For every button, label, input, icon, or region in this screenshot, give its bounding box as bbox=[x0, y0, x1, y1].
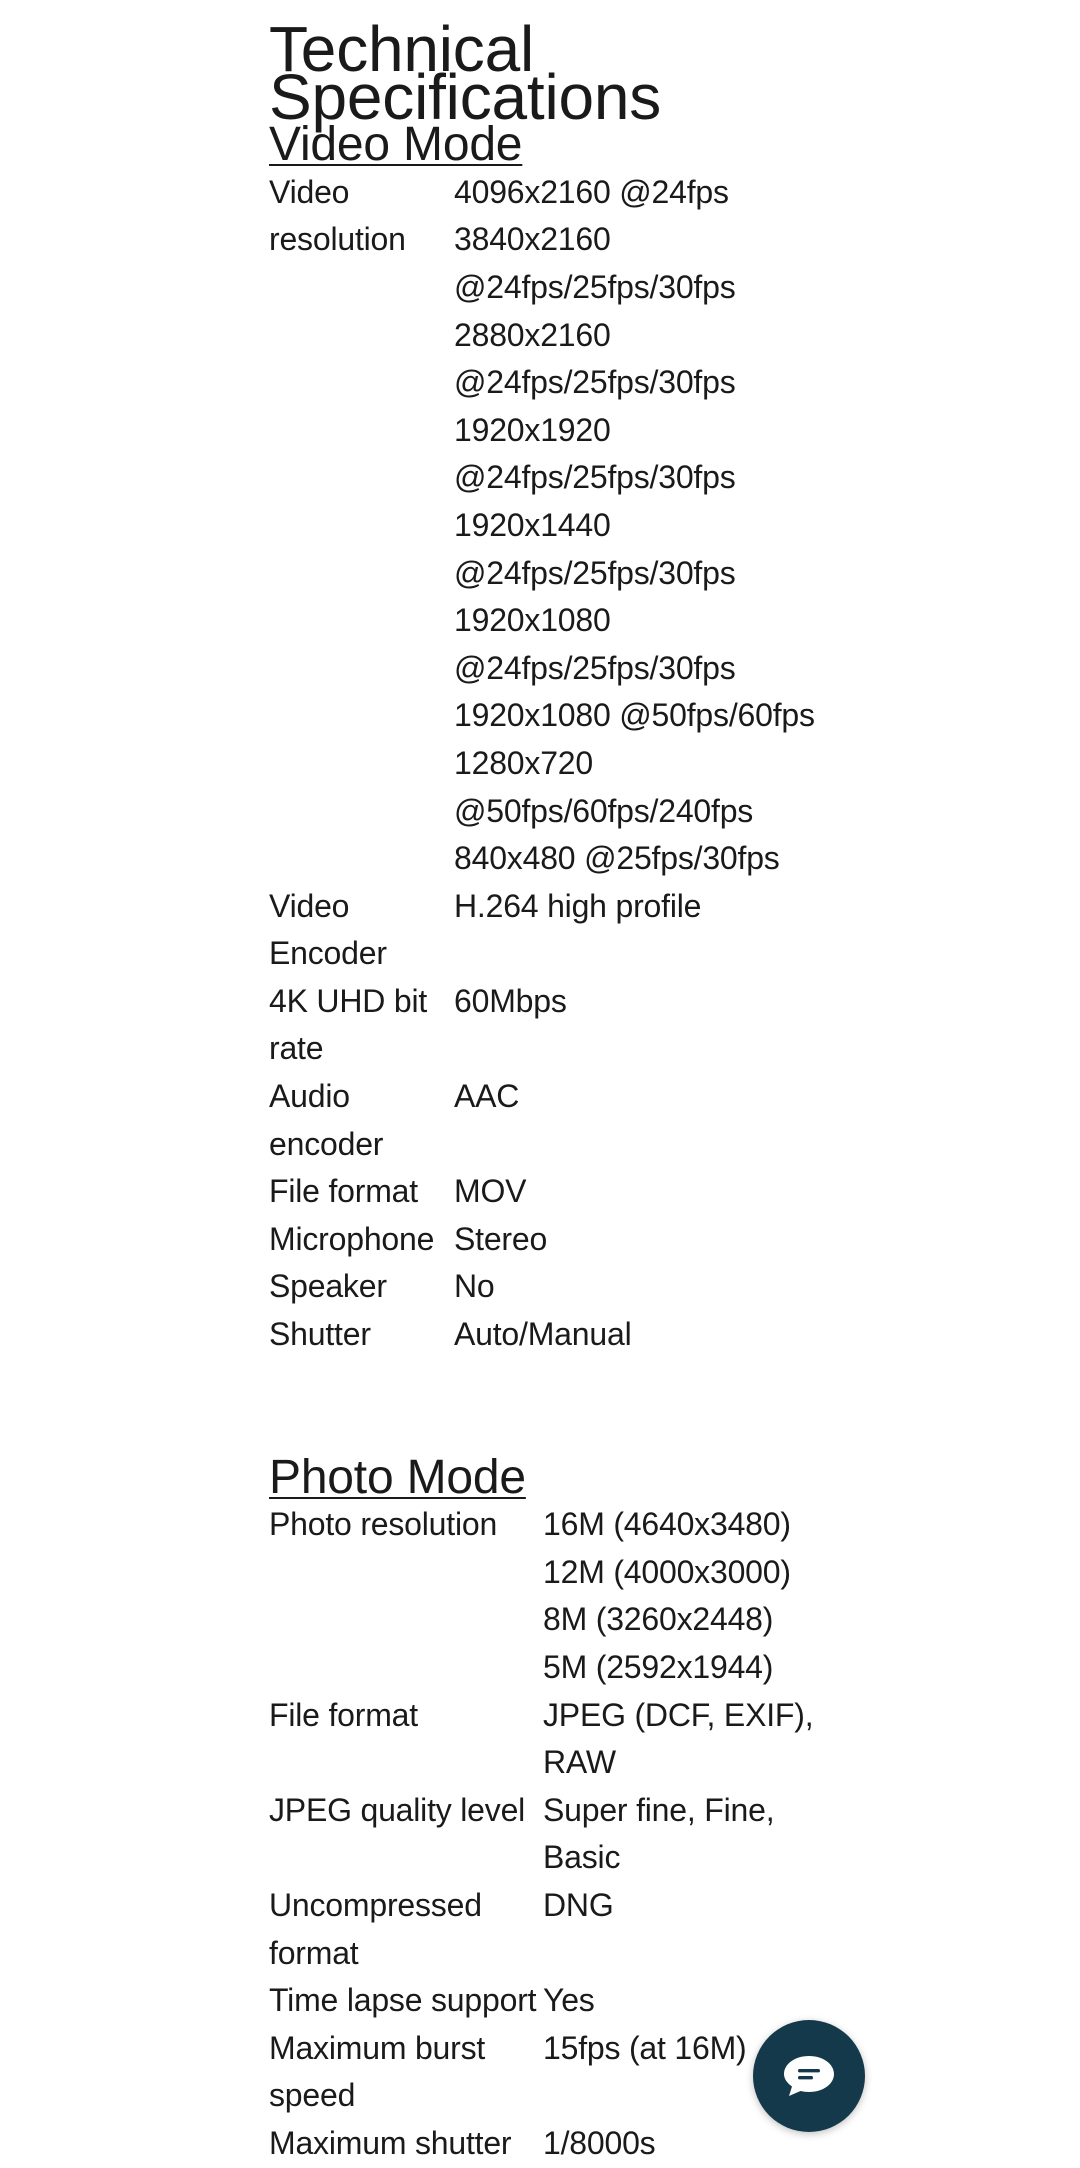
table-row bbox=[269, 1977, 813, 2025]
spec-value bbox=[454, 978, 815, 1073]
spec-value-line: Stereo bbox=[454, 1220, 548, 1257]
spec-label: File format bbox=[269, 1173, 418, 1210]
spec-value bbox=[454, 1311, 815, 1359]
spec-value-line: DNG bbox=[543, 1886, 614, 1923]
spec-value bbox=[454, 1073, 815, 1168]
spec-value-line: H.264 high profile bbox=[454, 887, 702, 924]
spec-value-line: @50fps/60fps/240fps bbox=[454, 792, 754, 829]
spec-label: Time lapse support bbox=[269, 1982, 537, 2019]
spec-value-line: 16M (4640x3480) bbox=[543, 1506, 791, 1543]
spec-value bbox=[543, 2120, 813, 2168]
spec-value-line: 1920x1080 bbox=[454, 602, 611, 639]
photo-mode-heading: Photo Mode bbox=[269, 1450, 526, 1504]
spec-label: Microphone bbox=[269, 1220, 435, 1257]
spec-label: 4K UHD bit rate bbox=[269, 982, 428, 1067]
section-spacer bbox=[269, 1359, 829, 1454]
spec-label: JPEG quality level bbox=[269, 1791, 526, 1828]
spec-value bbox=[454, 1168, 815, 1216]
spec-label: Audio encoder bbox=[269, 1078, 384, 1162]
spec-label: Maximum burst speed bbox=[269, 2029, 486, 2114]
spec-value-line: 1920x1440 bbox=[454, 506, 611, 543]
table-row bbox=[269, 1216, 815, 1264]
spec-value-line: 5M (2592x1944) bbox=[543, 1649, 774, 1685]
spec-value-line: 4096x2160 @24fps bbox=[454, 173, 729, 210]
table-row bbox=[269, 169, 815, 883]
photo-spec-table bbox=[269, 1501, 813, 2167]
table-row bbox=[269, 1882, 813, 1977]
spec-value bbox=[543, 1977, 813, 2025]
spec-value-line: 1280x720 bbox=[454, 744, 593, 781]
spec-value-line: 3840x2160 bbox=[454, 221, 611, 258]
spec-value bbox=[543, 1787, 813, 1882]
spec-label: Video resolution bbox=[269, 173, 406, 258]
table-row bbox=[269, 978, 815, 1073]
spec-value-line: No bbox=[454, 1268, 495, 1305]
table-row bbox=[269, 1692, 813, 1787]
page-title: Technical Specifications bbox=[269, 13, 662, 133]
spec-value-line: 1920x1920 bbox=[454, 411, 611, 448]
spec-label: Maximum shutter bbox=[269, 2124, 512, 2161]
spec-value bbox=[543, 1882, 813, 1977]
spec-label: Video Encoder bbox=[269, 887, 387, 972]
spec-value-line: 12M (4000x3000) bbox=[543, 1553, 791, 1590]
video-spec-table bbox=[269, 169, 815, 1359]
spec-value-line: RAW bbox=[543, 1744, 616, 1781]
spec-value-line: 15fps (at 16M) bbox=[543, 2029, 747, 2066]
spec-value-line: @24fps/25fps/30fps bbox=[454, 268, 736, 305]
table-row bbox=[269, 1073, 815, 1168]
spec-value bbox=[543, 1501, 813, 1691]
table-row bbox=[269, 1168, 815, 1216]
spec-value-line: Auto/Manual bbox=[454, 1316, 632, 1353]
spec-value bbox=[454, 1263, 815, 1311]
spec-value-line: 2880x2160 bbox=[454, 316, 611, 353]
table-row bbox=[269, 1311, 815, 1359]
spec-value bbox=[543, 1692, 813, 1787]
spec-value-line: @24fps/25fps/30fps bbox=[454, 554, 736, 591]
spec-value-line: @24fps/25fps/30fps bbox=[454, 364, 736, 401]
spec-value-line: @24fps/25fps/30fps bbox=[454, 649, 736, 686]
spec-value-line: 1/8000s bbox=[543, 2124, 656, 2161]
table-row bbox=[269, 2025, 813, 2120]
chat-bubble-icon bbox=[782, 2054, 836, 2098]
spec-value-line: @24fps/25fps/30fps bbox=[454, 459, 736, 496]
spec-value-line: JPEG (DCF, EXIF), bbox=[543, 1696, 814, 1733]
video-mode-heading: Video Mode bbox=[269, 118, 523, 172]
spec-value bbox=[454, 1216, 815, 1264]
table-row bbox=[269, 883, 815, 978]
table-row bbox=[269, 1787, 813, 1882]
spec-value-line: Basic bbox=[543, 1839, 621, 1876]
spec-value-line: Yes bbox=[543, 1982, 595, 2019]
spec-value-line: Super fine, Fine, bbox=[543, 1791, 775, 1828]
spec-value-line: 1920x1080 @50fps/60fps bbox=[454, 697, 815, 734]
spec-value bbox=[454, 169, 815, 883]
table-row bbox=[269, 2120, 813, 2168]
spec-label: Photo resolution bbox=[269, 1506, 498, 1543]
chat-button[interactable] bbox=[753, 2020, 865, 2132]
spec-value-line: 8M (3260x2448) bbox=[543, 1601, 774, 1638]
spec-value-line: 60Mbps bbox=[454, 982, 567, 1019]
spec-value-line: MOV bbox=[454, 1173, 527, 1210]
spec-label: File format bbox=[269, 1696, 418, 1733]
spec-label: Speaker bbox=[269, 1268, 387, 1305]
table-row bbox=[269, 1501, 813, 1691]
spec-content bbox=[269, 13, 829, 2168]
spec-value bbox=[454, 883, 815, 978]
spec-value-line: AAC bbox=[454, 1078, 520, 1115]
spec-value-line: 840x480 @25fps/30fps bbox=[454, 840, 780, 877]
table-row bbox=[269, 1263, 815, 1311]
spec-label: Uncompressed format bbox=[269, 1886, 482, 1971]
spec-label: Shutter bbox=[269, 1316, 371, 1353]
